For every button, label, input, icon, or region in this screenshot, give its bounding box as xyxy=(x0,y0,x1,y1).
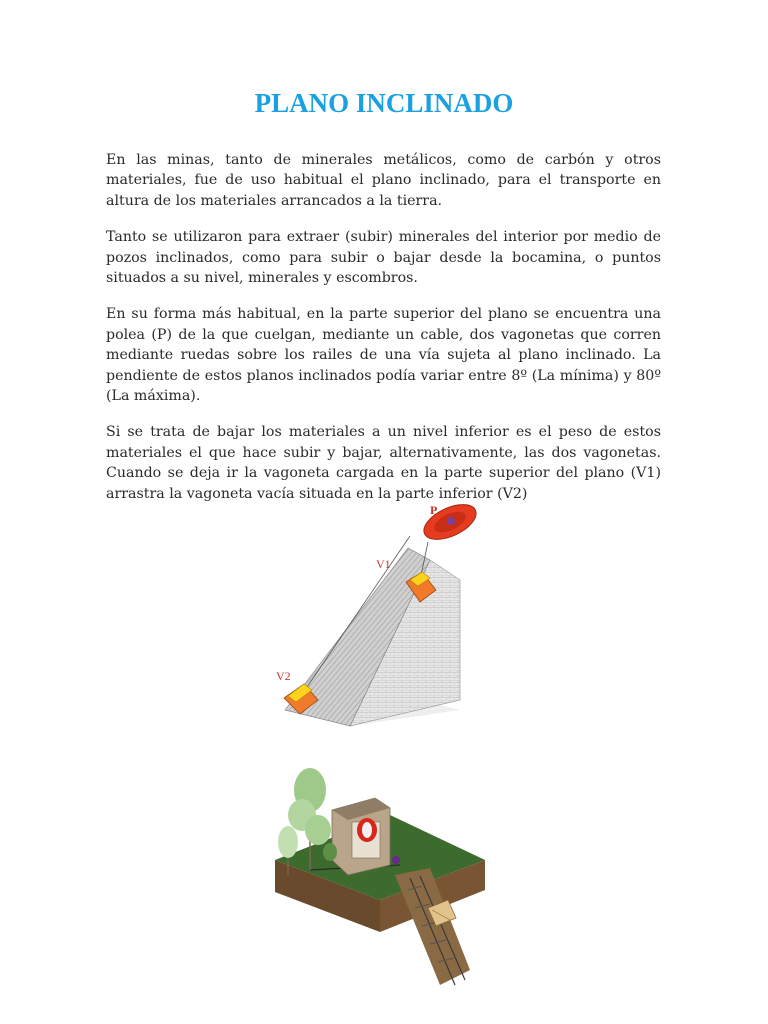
paragraph-2: Tanto se utilizaron para extraer (subir) minerales del interior por medio de pozos inclinados, como para subir o bajar desde la bocamina, o puntos situados a su nivel, minerales y escombros. xyxy=(106,229,661,287)
label-v1: V1 xyxy=(376,557,391,571)
label-p: P xyxy=(430,503,438,517)
paragraph-3: En su forma más habitual, en la parte superior del plano se encuentra una polea (P) de la que cuelgan, mediante un cable, dos vagonetas que corren mediante ruedas sobre los railes de una vía sujeta al plano inclinado. La pendiente de estos planos inclinados podía variar entre 8º (La mínima) y 80º (La máxima). xyxy=(106,306,661,405)
label-v2: V2 xyxy=(276,669,291,683)
miner-figure xyxy=(392,856,400,864)
paragraph-4: Si se trata de bajar los materiales a un nivel inferior es el peso de estos materiales el que hace subir y bajar, alternativamente, las dos vagonetas. Cuando se deja ir la vagoneta cargada en la parte superior del plano (V1) arrastra la vagoneta vacía situada en la parte inferior (V2) xyxy=(106,424,661,502)
mine-entrance-illustration xyxy=(270,760,500,1000)
winch-house xyxy=(332,798,390,875)
page-title: PLANO INCLINADO xyxy=(254,88,514,118)
paragraph-1: En las minas, tanto de minerales metálicos, como de carbón y otros materiales, fue de uso habitual el plano inclinado, para el transporte en altura de los materiales arrancados a la tierra. xyxy=(106,152,661,209)
inclined-plane-diagram xyxy=(270,500,500,730)
pulley xyxy=(419,500,482,547)
body-text xyxy=(106,150,661,520)
shrub xyxy=(323,843,337,861)
